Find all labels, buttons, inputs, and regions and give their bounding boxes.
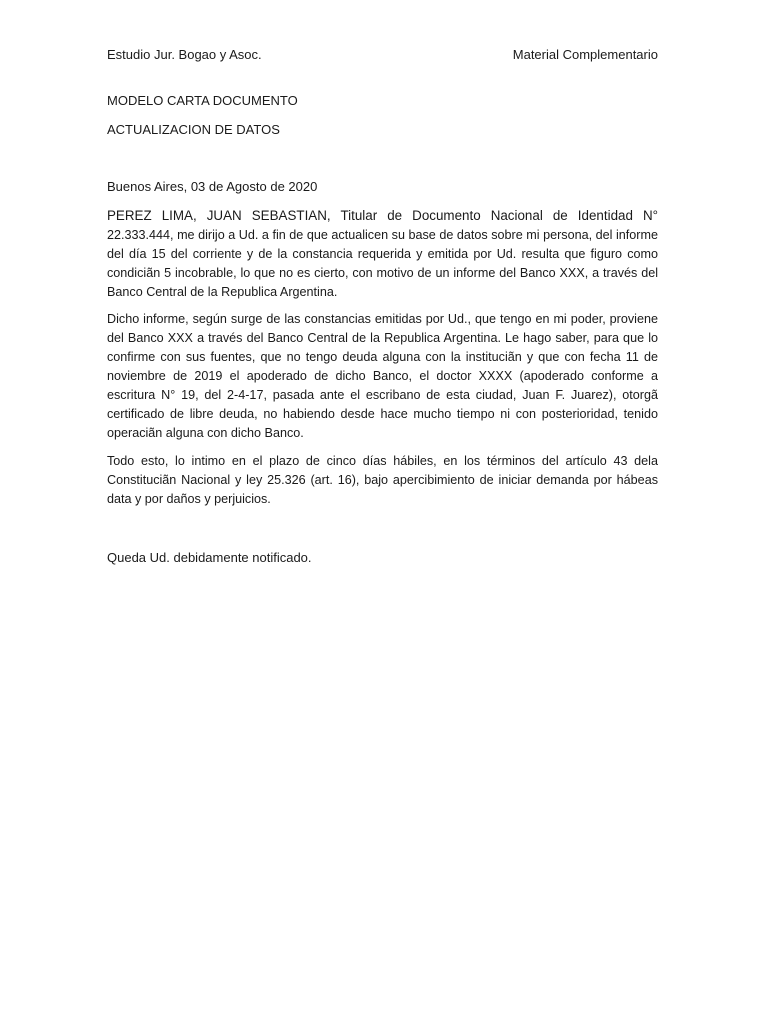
paragraph-identity (107, 206, 658, 302)
date-line: Buenos Aires, 03 de Agosto de 2020 (107, 179, 318, 194)
closing-line: Queda Ud. debidamente notificado. (107, 550, 312, 565)
header-firm-name: Estudio Jur. Bogao y Asoc. (107, 47, 262, 62)
document-subtitle: ACTUALIZACION DE DATOS (107, 122, 280, 137)
paragraph-identity-body: 22.333.444, me dirijo a Ud. a fin de que actualicen su base de datos sobre mi persona, del informe del día 15 del corriente y de la constancia requerida y emitida por Ud. resulta que figuro como condiciãn 5 incobrable, lo que no es cierto, con motivo de un informe del Banco XXX, a través del Banco Central de la Republica Argentina. (107, 228, 658, 299)
paragraph-report: Dicho informe, según surge de las constancias emitidas por Ud., que tengo en mi poder, proviene del Banco XXX a través del Banco Central de la Republica Argentina. Le hago saber, para que lo confirme con sus fuentes, que no tengo deuda alguna con la instituciãn y que con fecha 11 de noviembre de 2019 el apoderado de dicho Banco, el doctor XXXX (apoderado conforme a escritura N° 19, del 2-4-17, pasada ante el escribano de esta ciudad, Juan F. Juarez), otorgã certificado de libre deuda, no habiendo desde hace mucho tiempo ni con posterioridad, tenido operaciãn alguna con dicho Banco. (107, 312, 658, 440)
document-title: MODELO CARTA DOCUMENTO (107, 93, 298, 108)
paragraph-demand: Todo esto, lo intimo en el plazo de cinco días hábiles, en los términos del artículo 43 dela Constituciãn Nacional y ley 25.326 (art. 16), bajo apercibimiento de iniciar demanda por hábeas data y por daños y perjuicios. (107, 454, 658, 506)
paragraph-identity-lead: PEREZ LIMA, JUAN SEBASTIAN, Titular de Documento Nacional de Identidad N° (107, 208, 658, 223)
header-material-tag: Material Complementario (512, 47, 658, 62)
